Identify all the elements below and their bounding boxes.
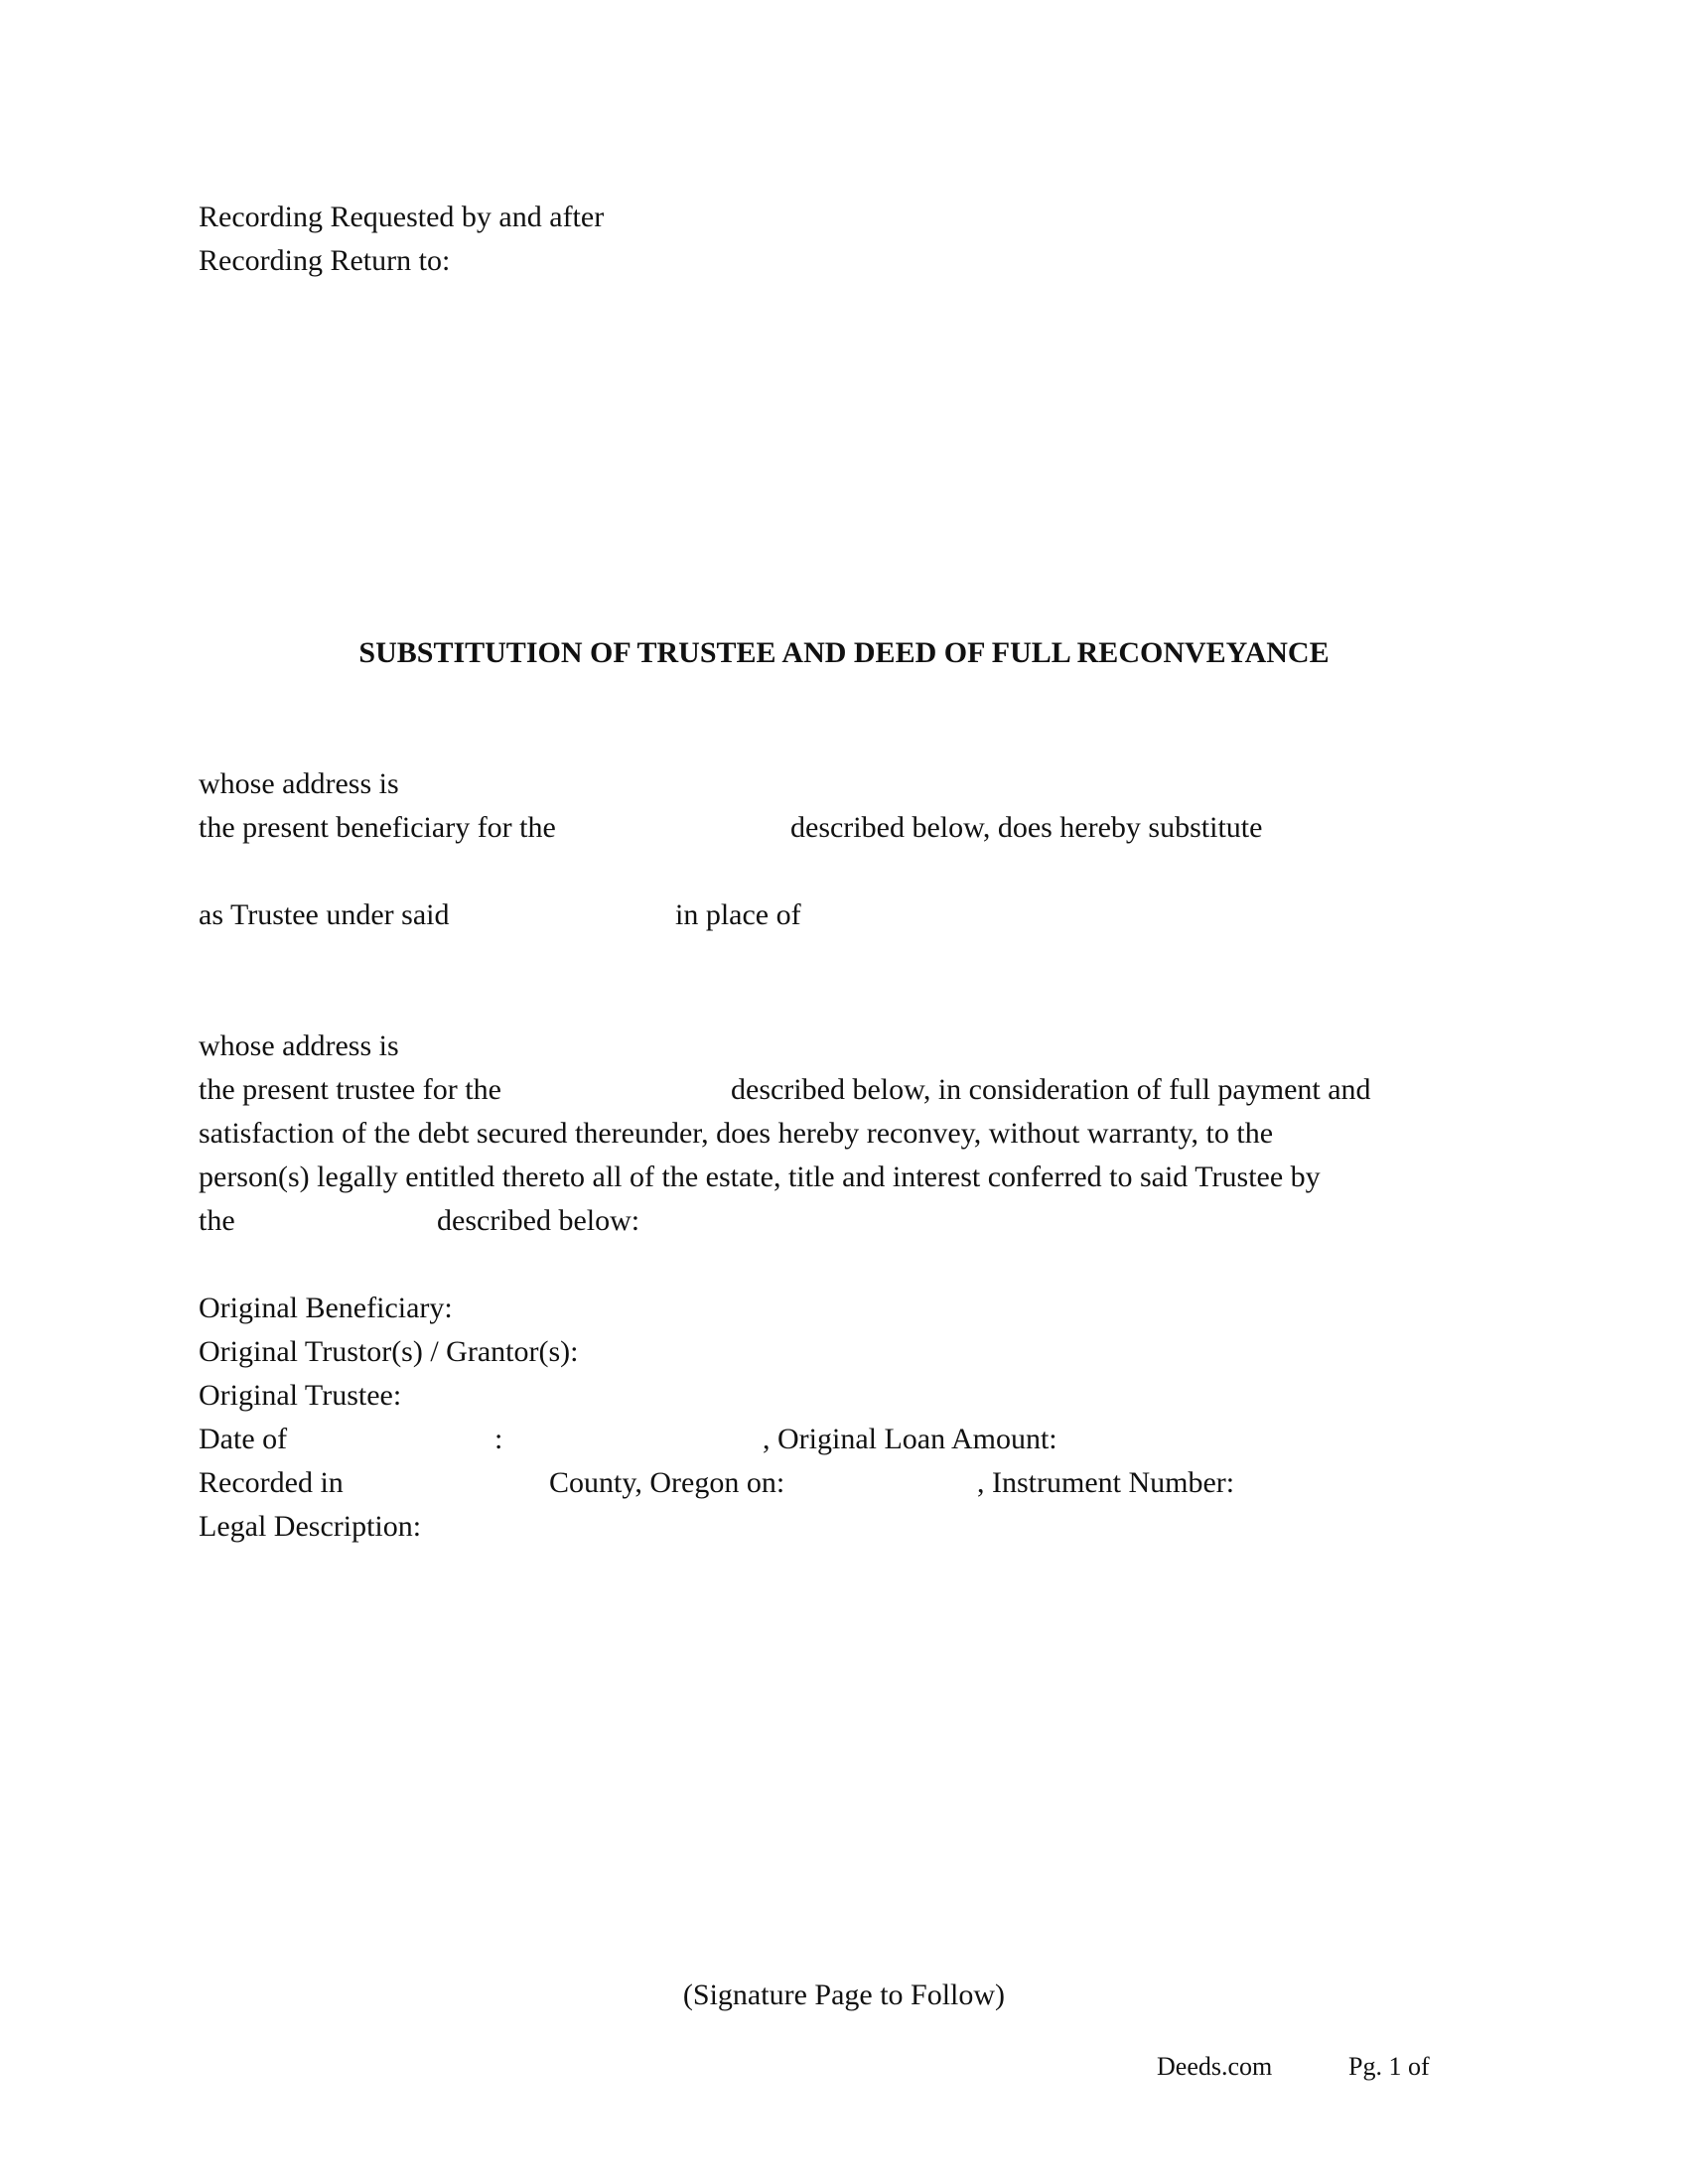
original-beneficiary-label: Original Beneficiary: xyxy=(199,1292,453,1324)
original-trustee-label: Original Trustee: xyxy=(199,1379,402,1412)
date-colon: : xyxy=(494,1423,503,1455)
entitled-line: person(s) legally entitled thereto all of the estate, title and interest conferred to said Trustee by xyxy=(199,1160,1321,1193)
instrument-number-label: , Instrument Number: xyxy=(977,1466,1235,1499)
beneficiary-text-start: the present beneficiary for the xyxy=(199,811,556,844)
trustee-under-said: as Trustee under said xyxy=(199,898,450,931)
county-oregon-label: County, Oregon on: xyxy=(549,1466,785,1499)
recorded-in-label: Recorded in xyxy=(199,1466,344,1499)
substitution-whose-address: whose address is xyxy=(199,767,399,800)
described-below: described below: xyxy=(437,1204,640,1237)
recording-requested-line: Recording Requested by and after xyxy=(199,201,605,233)
date-of-label: Date of xyxy=(199,1423,288,1455)
legal-description-label: Legal Description: xyxy=(199,1510,422,1543)
beneficiary-text-end: described below, does hereby substitute xyxy=(790,811,1263,844)
reconveyance-whose-address: whose address is xyxy=(199,1029,399,1062)
the-word: the xyxy=(199,1204,235,1237)
original-loan-amount-label: , Original Loan Amount: xyxy=(763,1423,1057,1455)
present-trustee-end: described below, in consideration of full payment and xyxy=(731,1073,1371,1106)
footer-page-number: Pg. 1 of xyxy=(1348,2052,1430,2081)
footer-brand: Deeds.com xyxy=(1157,2052,1273,2081)
original-trustors-label: Original Trustor(s) / Grantor(s): xyxy=(199,1335,579,1368)
document-title: SUBSTITUTION OF TRUSTEE AND DEED OF FULL RECONVEYANCE xyxy=(358,636,1330,669)
present-trustee-start: the present trustee for the xyxy=(199,1073,501,1106)
recording-return-line: Recording Return to: xyxy=(199,244,451,277)
in-place-of: in place of xyxy=(675,898,801,931)
satisfaction-line: satisfaction of the debt secured thereunder, does hereby reconvey, without warranty, to the xyxy=(199,1117,1274,1150)
signature-page-note: (Signature Page to Follow) xyxy=(682,1979,1006,2011)
